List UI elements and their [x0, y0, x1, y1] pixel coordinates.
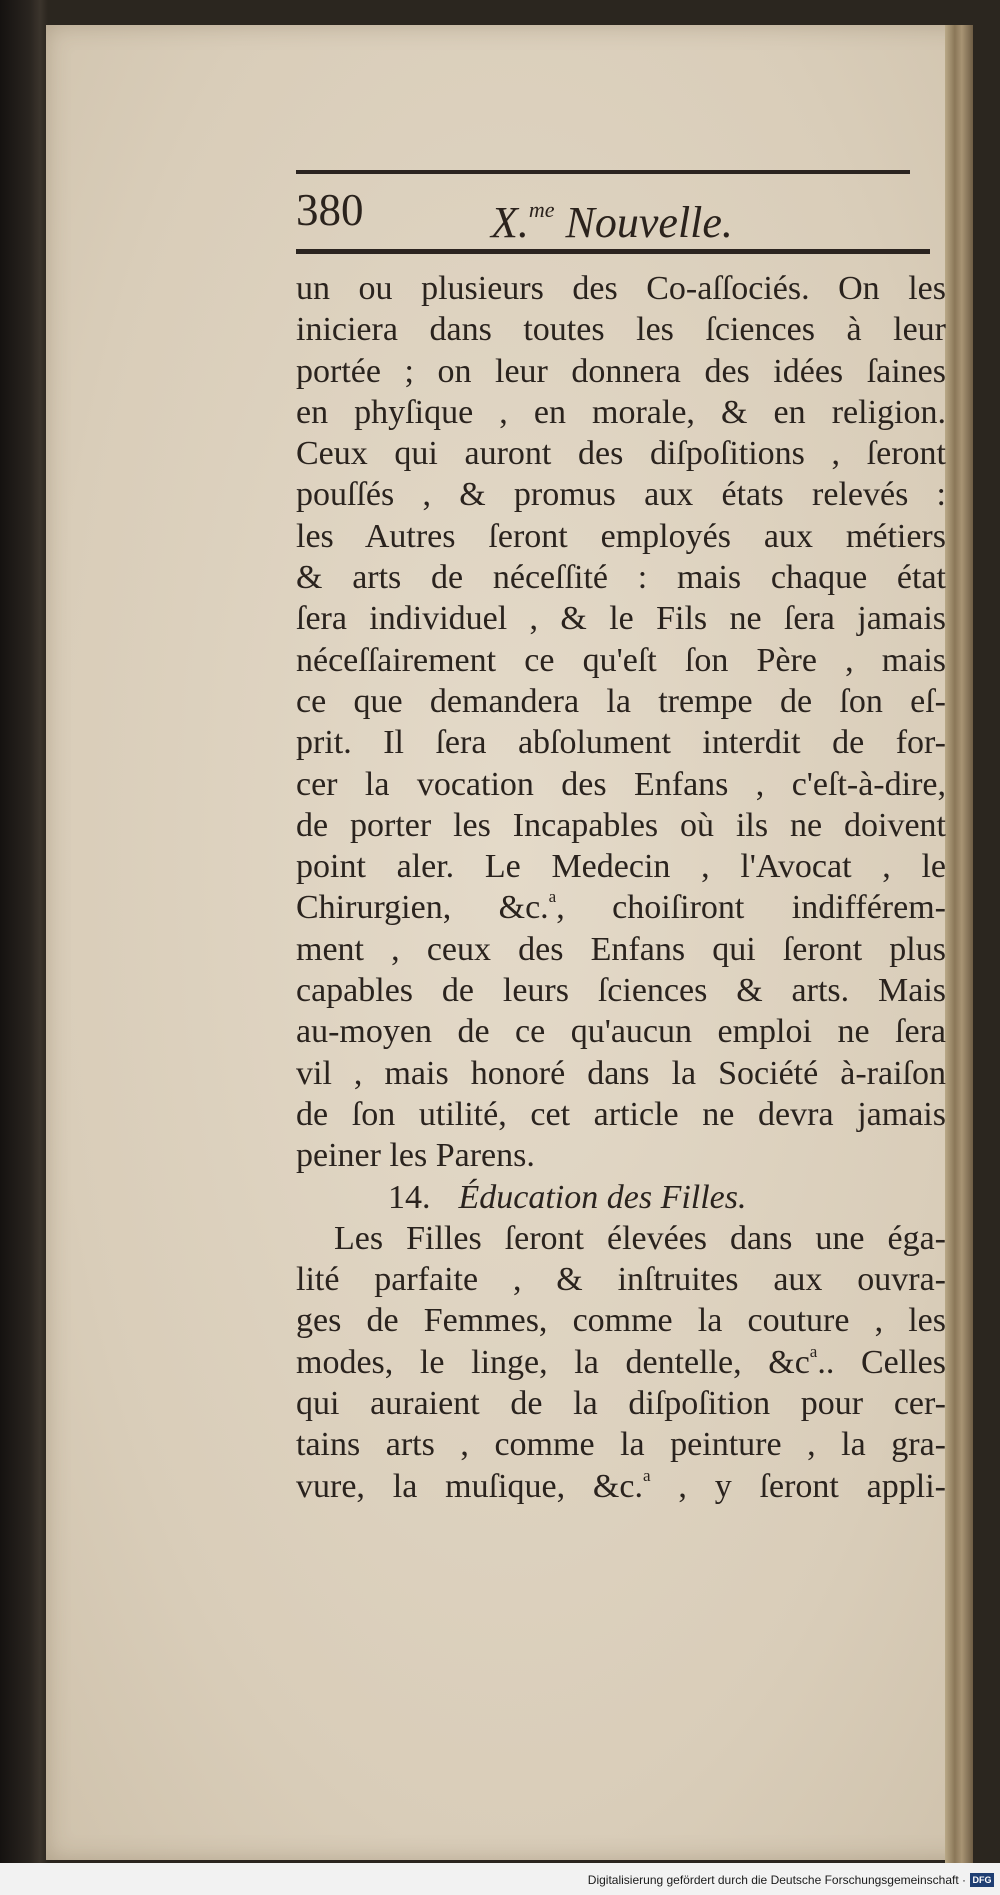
- text-line: peiner les Parens.: [296, 1137, 535, 1175]
- text-line: portée ; on leur donnera des idées ſaines: [296, 352, 946, 390]
- section-number: 14.: [388, 1178, 431, 1216]
- text-line: les Autres ſeront employés aux métiers: [296, 517, 946, 555]
- text-line: Les Filles ſeront élevées dans une éga-: [334, 1219, 946, 1257]
- header-rule-top: [296, 170, 910, 174]
- funding-credit: Digitalisierung gefördert durch die Deutsche Forschungsgemeinschaft ·: [587, 1873, 966, 1887]
- section-title: Éducation des Filles.: [458, 1178, 747, 1216]
- text-line: en phyſique , en morale, & en religion.: [296, 393, 946, 431]
- text-segment: .. Celles: [817, 1343, 946, 1381]
- text-line: cer la vocation des Enfans , c'eſt-à-dire,: [296, 765, 946, 803]
- text-line: [296, 1342, 946, 1383]
- text-line: ment , ceux des Enfans qui ſeront plus: [296, 930, 946, 968]
- text-line: lité parfaite , & inſtruites aux ouvra-: [296, 1261, 946, 1299]
- text-line: qui auraient de la diſpoſition pour cer-: [296, 1385, 946, 1423]
- running-head-main: X.: [491, 198, 529, 247]
- text-line: au-moyen de ce qu'aucun emploi ne ſera: [296, 1013, 946, 1051]
- header-rule-bottom: [296, 249, 930, 254]
- text-segment: Chirurgien, &c.: [296, 889, 549, 927]
- text-line: tains arts , comme la peinture , la gra-: [296, 1426, 946, 1464]
- text-line: prit. Il ſera abſolument interdit de for-: [296, 724, 946, 762]
- page-number: 380: [296, 185, 364, 235]
- text-line: iniciera dans toutes les ſciences à leur: [296, 311, 946, 349]
- text-line: point aler. Le Medecin , l'Avocat , le: [296, 848, 946, 886]
- page-header: [296, 182, 896, 247]
- page-body: [296, 268, 946, 1507]
- text-line: [296, 1466, 946, 1507]
- footnote-marker: a: [642, 1465, 651, 1485]
- text-line: de porter les Incapables où ils ne doivent: [296, 806, 946, 844]
- text-line: capables de leurs ſciences & arts. Mais: [296, 972, 946, 1010]
- text-line: néceſſairement ce qu'eſt ſon Père , mais: [296, 641, 946, 679]
- running-head-superscript: me: [528, 197, 555, 222]
- footnote-marker: a: [548, 887, 557, 907]
- text-segment: vure, la muſique, &c.: [296, 1467, 643, 1505]
- running-head: [491, 182, 733, 251]
- text-line: de ſon utilité, cet article ne devra jamais: [296, 1095, 946, 1133]
- text-line: [296, 887, 946, 928]
- text-line: ce que demandera la trempe de ſon eſ-: [296, 682, 946, 720]
- text-line: Ceux qui auront des diſpoſitions , ſeront: [296, 435, 946, 473]
- footnote-marker: a: [809, 1341, 818, 1361]
- text-line: vil , mais honoré dans la Société à-raiſon: [296, 1054, 946, 1092]
- text-segment: , choiſiront indifférem-: [556, 889, 946, 927]
- text-line: ſera individuel , & le Fils ne ſera jamais: [296, 600, 946, 638]
- text-line: pouſſés , & promus aux états relevés :: [296, 476, 946, 514]
- text-line: & arts de néceſſité : mais chaque état: [296, 559, 946, 597]
- page-edge: [945, 25, 973, 1895]
- text-segment: , y ſeront appli-: [650, 1467, 946, 1505]
- text-line: ges de Femmes, comme la couture , les: [296, 1302, 946, 1340]
- text-segment: modes, le linge, la dentelle, &c: [296, 1343, 810, 1381]
- text-line: un ou plusieurs des Co-aſſociés. On les: [296, 270, 946, 307]
- running-head-title: Nouvelle.: [554, 198, 733, 247]
- dfg-logo: DFG: [970, 1873, 994, 1887]
- digitization-footer: [0, 1863, 1000, 1895]
- section-heading: [296, 1177, 946, 1218]
